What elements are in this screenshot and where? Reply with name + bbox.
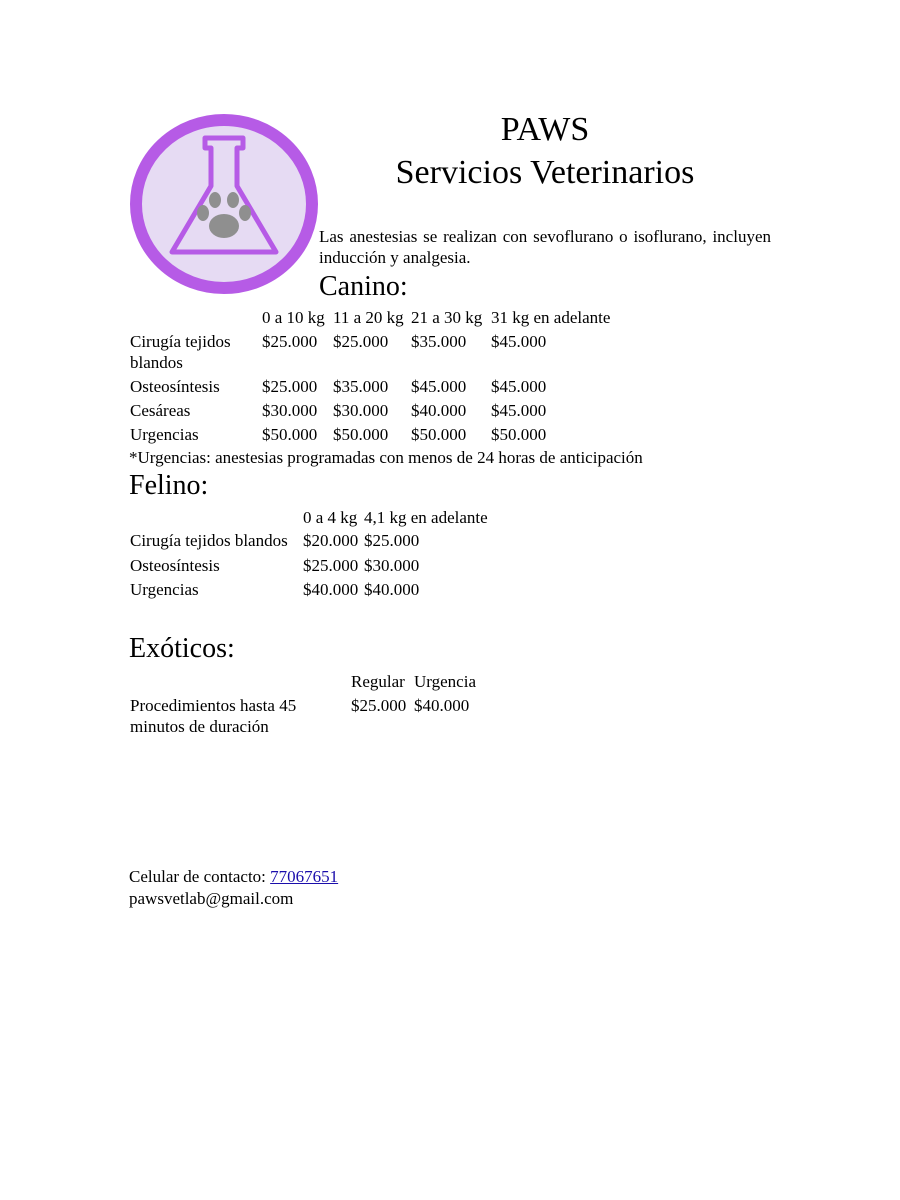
price-cell: $25.000 (303, 556, 359, 575)
price-cell: $35.000 (333, 377, 389, 396)
price-cell: $50.000 (262, 425, 318, 444)
page-subtitle: Servicios Veterinarios (395, 154, 695, 191)
price-cell: $30.000 (333, 401, 389, 420)
price-cell: $20.000 (303, 531, 359, 550)
price-cell: $45.000 (491, 377, 547, 396)
price-cell: $25.000 (262, 377, 318, 396)
row-label: Cirugía tejidos blandos (130, 531, 288, 550)
price-cell: $45.000 (491, 401, 547, 420)
canino-heading: Canino: (319, 271, 408, 302)
price-cell: $25.000 (262, 332, 318, 351)
price-cell: $25.000 (364, 531, 420, 550)
row-label: Urgencias (130, 425, 199, 444)
row-label: Cesáreas (130, 401, 191, 420)
contact-email: pawsvetlab@gmail.com (129, 889, 294, 908)
price-cell: $40.000 (364, 580, 420, 599)
price-cell: $45.000 (411, 377, 467, 396)
row-label: Procedimientos hasta 45 minutos de duración (130, 696, 297, 736)
price-cell: $50.000 (411, 425, 467, 444)
price-cell: $40.000 (303, 580, 359, 599)
column-header: 0 a 10 kg (262, 308, 325, 327)
row-label: Cirugía tejidos blandos (130, 332, 231, 372)
price-cell: $25.000 (333, 332, 389, 351)
row-label: Osteosíntesis (130, 556, 220, 575)
contact-phone (129, 866, 338, 887)
page-title: PAWS (500, 111, 590, 148)
row-label: Osteosíntesis (130, 377, 220, 396)
price-cell: $30.000 (262, 401, 318, 420)
column-header: 0 a 4 kg (303, 508, 358, 527)
column-header: 4,1 kg en adelante (364, 508, 488, 527)
column-header: 31 kg en adelante (491, 308, 611, 327)
column-header: 11 a 20 kg (333, 308, 404, 327)
column-header: Regular (351, 672, 405, 691)
logo-ring (136, 120, 312, 288)
column-header: Urgencia (414, 672, 476, 691)
price-cell: $25.000 (351, 696, 407, 715)
flask-paw-logo (129, 114, 319, 294)
price-cell: $45.000 (491, 332, 547, 351)
price-cell: $40.000 (411, 401, 467, 420)
price-cell: $50.000 (491, 425, 547, 444)
phone-link[interactable]: 77067651 (270, 867, 339, 886)
column-header: 21 a 30 kg (411, 308, 483, 327)
urgencias-footnote: *Urgencias: anestesias programadas con menos de 24 horas de anticipación (129, 448, 643, 467)
phone-label: Celular de contacto: (129, 867, 271, 886)
felino-heading: Felino: (129, 470, 209, 501)
price-cell: $35.000 (411, 332, 467, 351)
price-cell: $40.000 (414, 696, 470, 715)
price-cell: $30.000 (364, 556, 420, 575)
row-label: Urgencias (130, 580, 199, 599)
exoticos-heading: Exóticos: (129, 633, 235, 664)
intro-text: Las anestesias se realizan con sevoflurano o isoflurano, incluyen inducción y analgesia. (319, 227, 771, 267)
price-cell: $50.000 (333, 425, 389, 444)
